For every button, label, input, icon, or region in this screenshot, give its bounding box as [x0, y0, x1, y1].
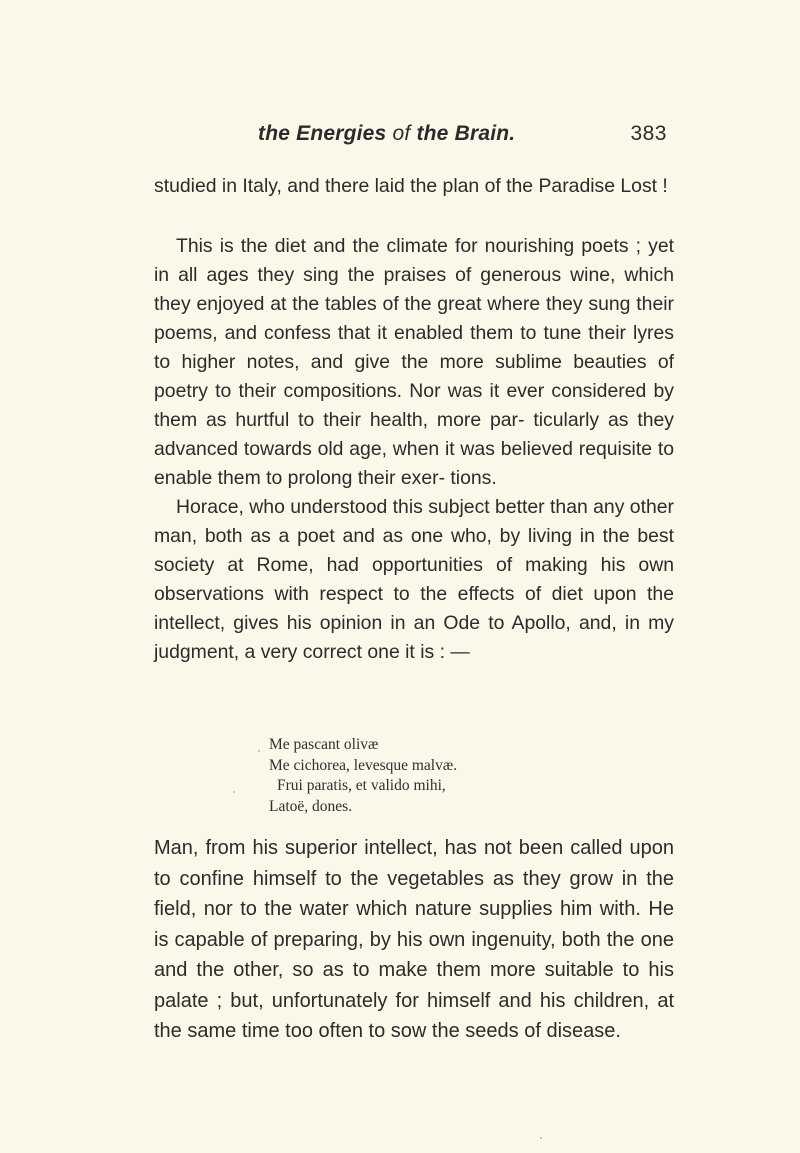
running-title-part2: of	[392, 122, 411, 145]
latin-verse-quotation	[269, 735, 457, 817]
verse-line: Me cichorea, levesque malvæ.	[269, 756, 458, 774]
paper-speck	[540, 1137, 542, 1139]
verse-line: Frui paratis, et valido mihi,	[277, 777, 446, 794]
paragraph-continued: studied in Italy, and there laid the plan of the Paradise Lost !	[154, 175, 668, 197]
paragraph-diet-climate: This is the diet and the climate for nourishing poets ; yet in all ages they sing the praises of generous wine, which they enjoyed at the tables of the great where they sung their poems, and confess that it enabled them to tune their lyres to higher notes, and give the more sublime beauties of poetry to their compositions. Nor was it ever considered by them as hurtful to their health, more par- ticularly as they advanced towards old age, when it was believed requisite to enable them to prolong their exer- tions.	[154, 235, 674, 489]
verse-line: Me pascant olivæ	[269, 736, 379, 753]
paper-speck	[233, 791, 235, 793]
running-title-part1: the Energies	[258, 122, 393, 145]
text-block-closing	[154, 833, 674, 1047]
paragraph-horace: Horace, who understood this subject better than any other man, both as a poet and as one who, by living in the best society at Rome, had opportunities of making his own observations with respect to the effects of diet upon the intellect, gives his opinion in an Ode to Apollo, and, in my judgment, a very correct one it is : —	[154, 496, 674, 663]
running-title-part3: the Brain.	[410, 122, 516, 145]
page-number: 383	[630, 122, 667, 145]
verse-line: Latoë, dones.	[269, 797, 353, 815]
text-block-continued	[154, 172, 674, 201]
text-block-main	[154, 232, 674, 667]
running-title	[258, 122, 515, 146]
paper-speck	[258, 750, 260, 752]
paragraph-man-intellect: Man, from his superior intellect, has not been called upon to confine himself to the vegetables as they grow in the field, nor to the water which nature supplies him with. He is capable of preparing, by his own ingenuity, both the one and the other, so as to make them more suitable to his palate ; but, unfortunately for himself and his children, at the same time too often to sow the seeds of disease.	[154, 837, 674, 1042]
running-head	[212, 122, 667, 152]
